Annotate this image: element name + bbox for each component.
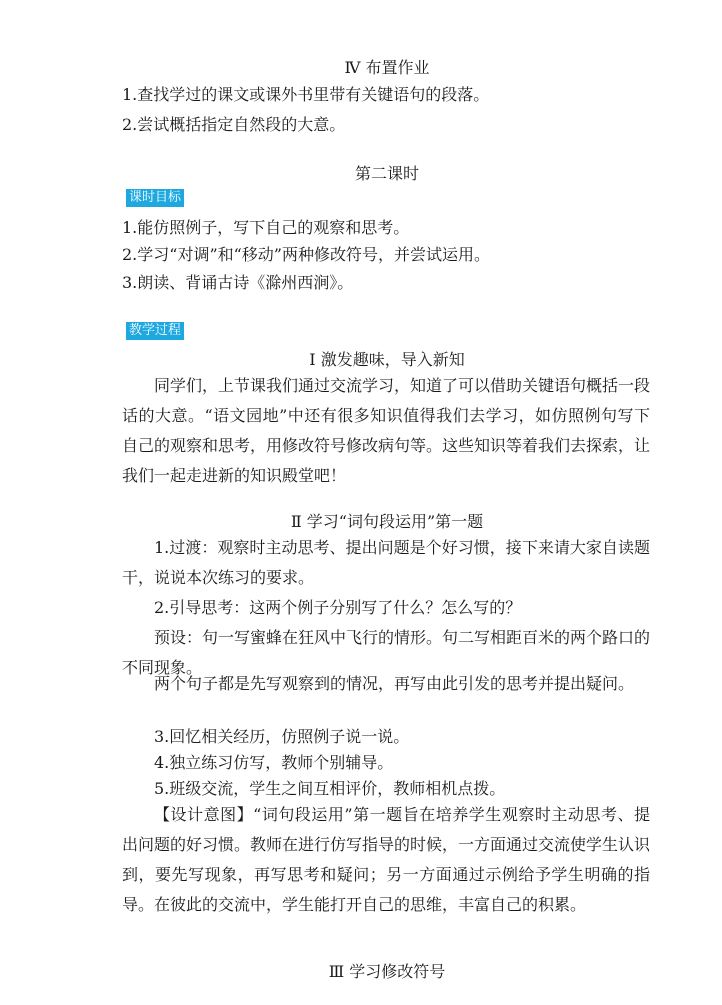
homework-item-1: 1.查找学过的课文或课外书里带有关键语句的段落。 (122, 85, 490, 104)
part2-paragraph-exchange: 5.班级交流，学生之间互相评价，教师相机点拨。 (154, 779, 506, 798)
section-heading-assign-homework: Ⅳ 布置作业 (344, 58, 430, 77)
part2-paragraph-both: 两个句子都是先写观察到的情况，再写由此引发的思考并提出疑问。 (154, 674, 635, 693)
part2-paragraph-guide: 2.引导思考：这两个例子分别写了什么？怎么写的？ (154, 598, 522, 617)
homework-item-2: 2.尝试概括指定自然段的大意。 (122, 115, 346, 134)
objective-item-2: 2.学习“对调”和“移动”两种修改符号，并尝试运用。 (122, 245, 490, 264)
part2-paragraph-preset: 预设：句一写蜜蜂在狂风中飞行的情形。句二写相距百米的两个路口的不同现象。 (122, 628, 651, 677)
process-badge: 教学过程 (126, 322, 184, 340)
part1-paragraph: 同学们，上节课我们通过交流学习，知道了可以借助关键语句概括一段话的大意。“语文园地”中还有很多知识值得我们去学习，如仿照例句写下自己的观察和思考，用修改符号修改病句等。这些知识等着我们去探索，让我们一起走进新的知识殿堂吧！ (122, 376, 651, 485)
objective-item-3: 3.朗读、背诵古诗《滁州西涧》。 (122, 273, 354, 292)
part2-paragraph-transition: 1.过渡：观察时主动思考、提出问题是个好习惯，接下来请大家自读题干，说说本次练习的要求。 (122, 538, 650, 587)
part2-heading: Ⅱ 学习“词句段运用”第一题 (290, 512, 484, 531)
lesson-heading: 第二课时 (354, 164, 419, 183)
part3-heading: Ⅲ 学习修改符号 (328, 962, 446, 981)
design-intent-paragraph: 【设计意图】“词句段运用”第一题旨在培养学生观察时主动思考、提出问题的好习惯。教师在进行仿写指导的时候，一方面通过交流使学生认识到，要先写现象，再写思考和疑问；另一方面通过示例给予学生明确的指导。在彼此的交流中，学生能打开自己的思维，丰富自己的积累。 (122, 805, 651, 914)
part2-paragraph-practice: 4.独立练习仿写，教师个别辅导。 (154, 753, 394, 772)
part2-paragraph-recall: 3.回忆相关经历，仿照例子说一说。 (154, 727, 410, 746)
part1-heading: Ⅰ 激发趣味，导入新知 (309, 350, 465, 369)
objective-item-1: 1.能仿照例子，写下自己的观察和思考。 (122, 218, 410, 237)
objectives-badge: 课时目标 (126, 189, 184, 207)
